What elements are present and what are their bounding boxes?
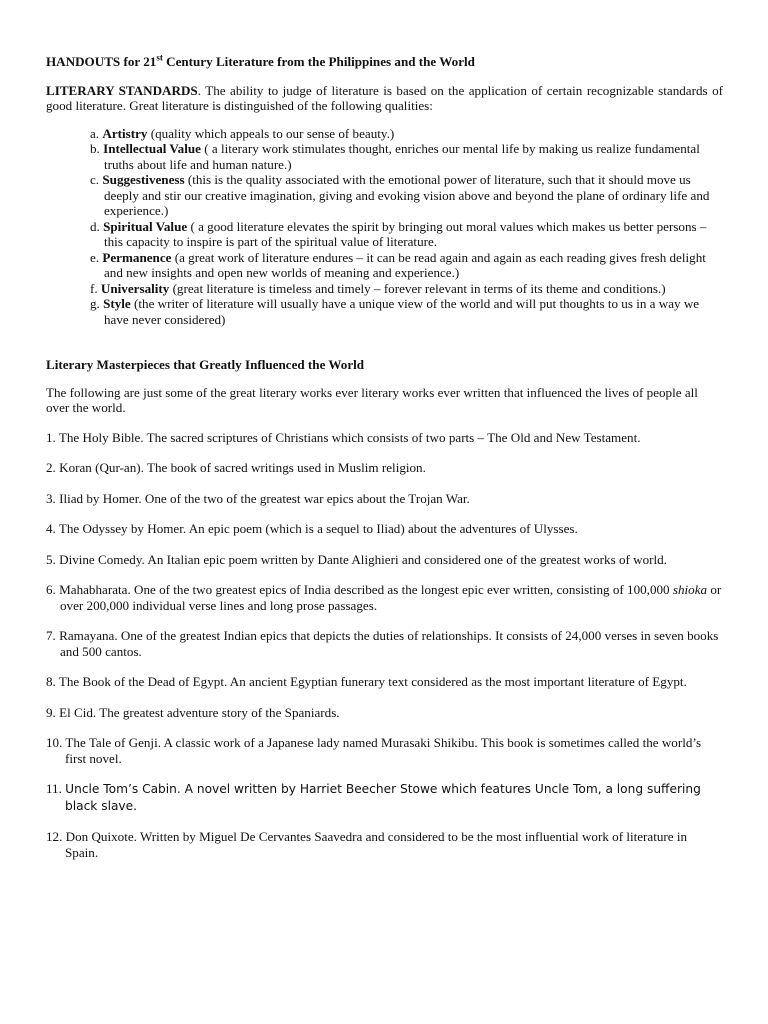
list-item (46, 552, 723, 568)
item-text: Uncle Tom’s Cabin. A novel written by Harriet Beecher Stowe which features Uncle Tom, a long suffering black slave. (65, 782, 701, 813)
page-title (46, 54, 723, 70)
quality-desc: ( a literary work stimulates thought, enriches our mental life by making us realize fundamental truths about life and human nature.) (104, 141, 700, 172)
item-number: 1. (46, 429, 56, 445)
title-text-rest: Century Literature from the Philippines and the World (162, 54, 475, 69)
item-number: 2. (46, 460, 56, 475)
title-text: HANDOUTS for 21 (46, 54, 157, 69)
item-number: 5. (46, 551, 56, 567)
list-item (46, 430, 723, 446)
quality-letter: f. (90, 280, 98, 296)
item-text: The Book of the Dead of Egypt. An ancient Egyptian funerary text considered as the most important literature of Egypt. (58, 674, 687, 689)
item-text: Koran (Qur-an). The book of sacred writings used in Muslim religion. (59, 460, 426, 475)
masterpieces-list (46, 430, 723, 861)
item-text: Iliad by Homer. One of the two of the greatest war epics about the Trojan War. (59, 490, 470, 506)
item-number: 7. (46, 628, 56, 643)
literary-standards-text: . The ability to judge of literature is based on the application of certain recognizable standards of good literature. Great literature is distinguished of the following qualities: (46, 82, 723, 113)
list-item (46, 735, 723, 766)
list-item (46, 829, 723, 860)
quality-letter: c. (90, 172, 100, 187)
list-item (46, 582, 723, 613)
quality-term: Intellectual Value (103, 141, 201, 156)
quality-term: Universality (100, 280, 170, 296)
quality-desc: (the writer of literature will usually have a unique view of the world and will put thoughts to us in a way we have never considered) (104, 296, 700, 327)
item-text: Ramayana. One of the greatest Indian epics that depicts the duties of relationships. It consists of 24,000 verses in seven books and 500 cantos. (59, 628, 719, 659)
handout-body (46, 54, 723, 875)
item-text: Divine Comedy. An Italian epic poem written by Dante Alighieri and considered one of the greatest works of world. (59, 551, 667, 567)
quality-term: Style (103, 296, 131, 311)
item-number: 10. (46, 735, 63, 750)
quality-letter: e. (90, 249, 100, 265)
masterpieces-intro: The following are just some of the great literary works ever literary works ever written that influenced the lives of people all over the world. (46, 384, 698, 415)
literary-standards-paragraph (46, 83, 723, 114)
quality-term: Permanence (102, 249, 172, 265)
item-number: 4. (46, 521, 56, 536)
quality-item-style (90, 296, 723, 327)
quality-item-intellectual-value (90, 141, 723, 172)
list-item (46, 521, 723, 537)
title-superscript: st (156, 52, 163, 63)
literary-standards-heading: LITERARY STANDARDS (46, 82, 198, 98)
item-text: Don Quixote. Written by Miguel De Cervantes Saavedra and considered to be the most influential work of literature in Spain. (65, 829, 688, 860)
item-number: 3. (46, 490, 56, 506)
quality-letter: g. (90, 296, 100, 311)
item-text-rest: or over 200,000 individual verse lines and long prose passages. (60, 582, 722, 613)
list-item (46, 491, 723, 507)
qualities-list (90, 126, 723, 328)
item-number: 8. (46, 674, 56, 689)
quality-item-spiritual-value (90, 219, 723, 250)
quality-item-permanence (90, 250, 723, 281)
quality-item-suggestiveness (90, 172, 723, 219)
item-text: Mahabharata. One of the two greatest epics of India described as the longest epic ever written, consisting of 100,000 (59, 582, 673, 597)
item-number: 9. (46, 704, 56, 720)
quality-desc: (great literature is timeless and timely – forever relevant in terms of its theme and conditions.) (169, 280, 666, 296)
item-number: 11. (46, 781, 62, 796)
item-number: 12. (46, 829, 63, 844)
quality-letter: a. (90, 125, 100, 141)
item-text: The Holy Bible. The sacred scriptures of Christians which consists of two parts – The Old and New Testament. (58, 429, 641, 445)
quality-term: Suggestiveness (102, 172, 185, 187)
quality-item-universality (90, 281, 723, 297)
masterpieces-heading: Literary Masterpieces that Greatly Influenced the World (46, 357, 365, 372)
item-text: The Tale of Genji. A classic work of a Japanese lady named Murasaki Shikibu. This book is sometimes called the world’s first novel. (65, 735, 702, 766)
quality-desc: ( a good literature elevates the spirit by bringing out moral values which makes us better persons – this capacity to inspire is part of the spiritual value of literature. (104, 218, 707, 249)
quality-letter: d. (90, 218, 100, 234)
item-text-italic: shioka (672, 582, 708, 597)
quality-item-artistry (90, 126, 723, 142)
quality-desc: (this is the quality associated with the emotional power of literature, such that it should move us deeply and stir our creative imagination, giving and evoking vision above and beyond the plane of ordinary life and experience.) (104, 172, 710, 218)
item-number: 6. (46, 582, 56, 597)
list-item (46, 460, 723, 476)
list-item (46, 705, 723, 721)
list-item (46, 628, 723, 659)
quality-term: Artistry (102, 125, 148, 141)
item-text: El Cid. The greatest adventure story of the Spaniards. (59, 704, 340, 720)
quality-desc: (a great work of literature endures – it can be read again and again as each reading gives fresh delight and new insights and open new worlds of meaning and experience.) (104, 249, 706, 280)
quality-desc: (quality which appeals to our sense of beauty.) (147, 125, 395, 141)
quality-letter: b. (90, 141, 100, 156)
item-text: The Odyssey by Homer. An epic poem (which is a sequel to Iliad) about the adventures of Ulysses. (58, 521, 578, 536)
list-item (46, 781, 723, 814)
list-item (46, 674, 723, 690)
quality-term: Spiritual Value (103, 218, 188, 234)
